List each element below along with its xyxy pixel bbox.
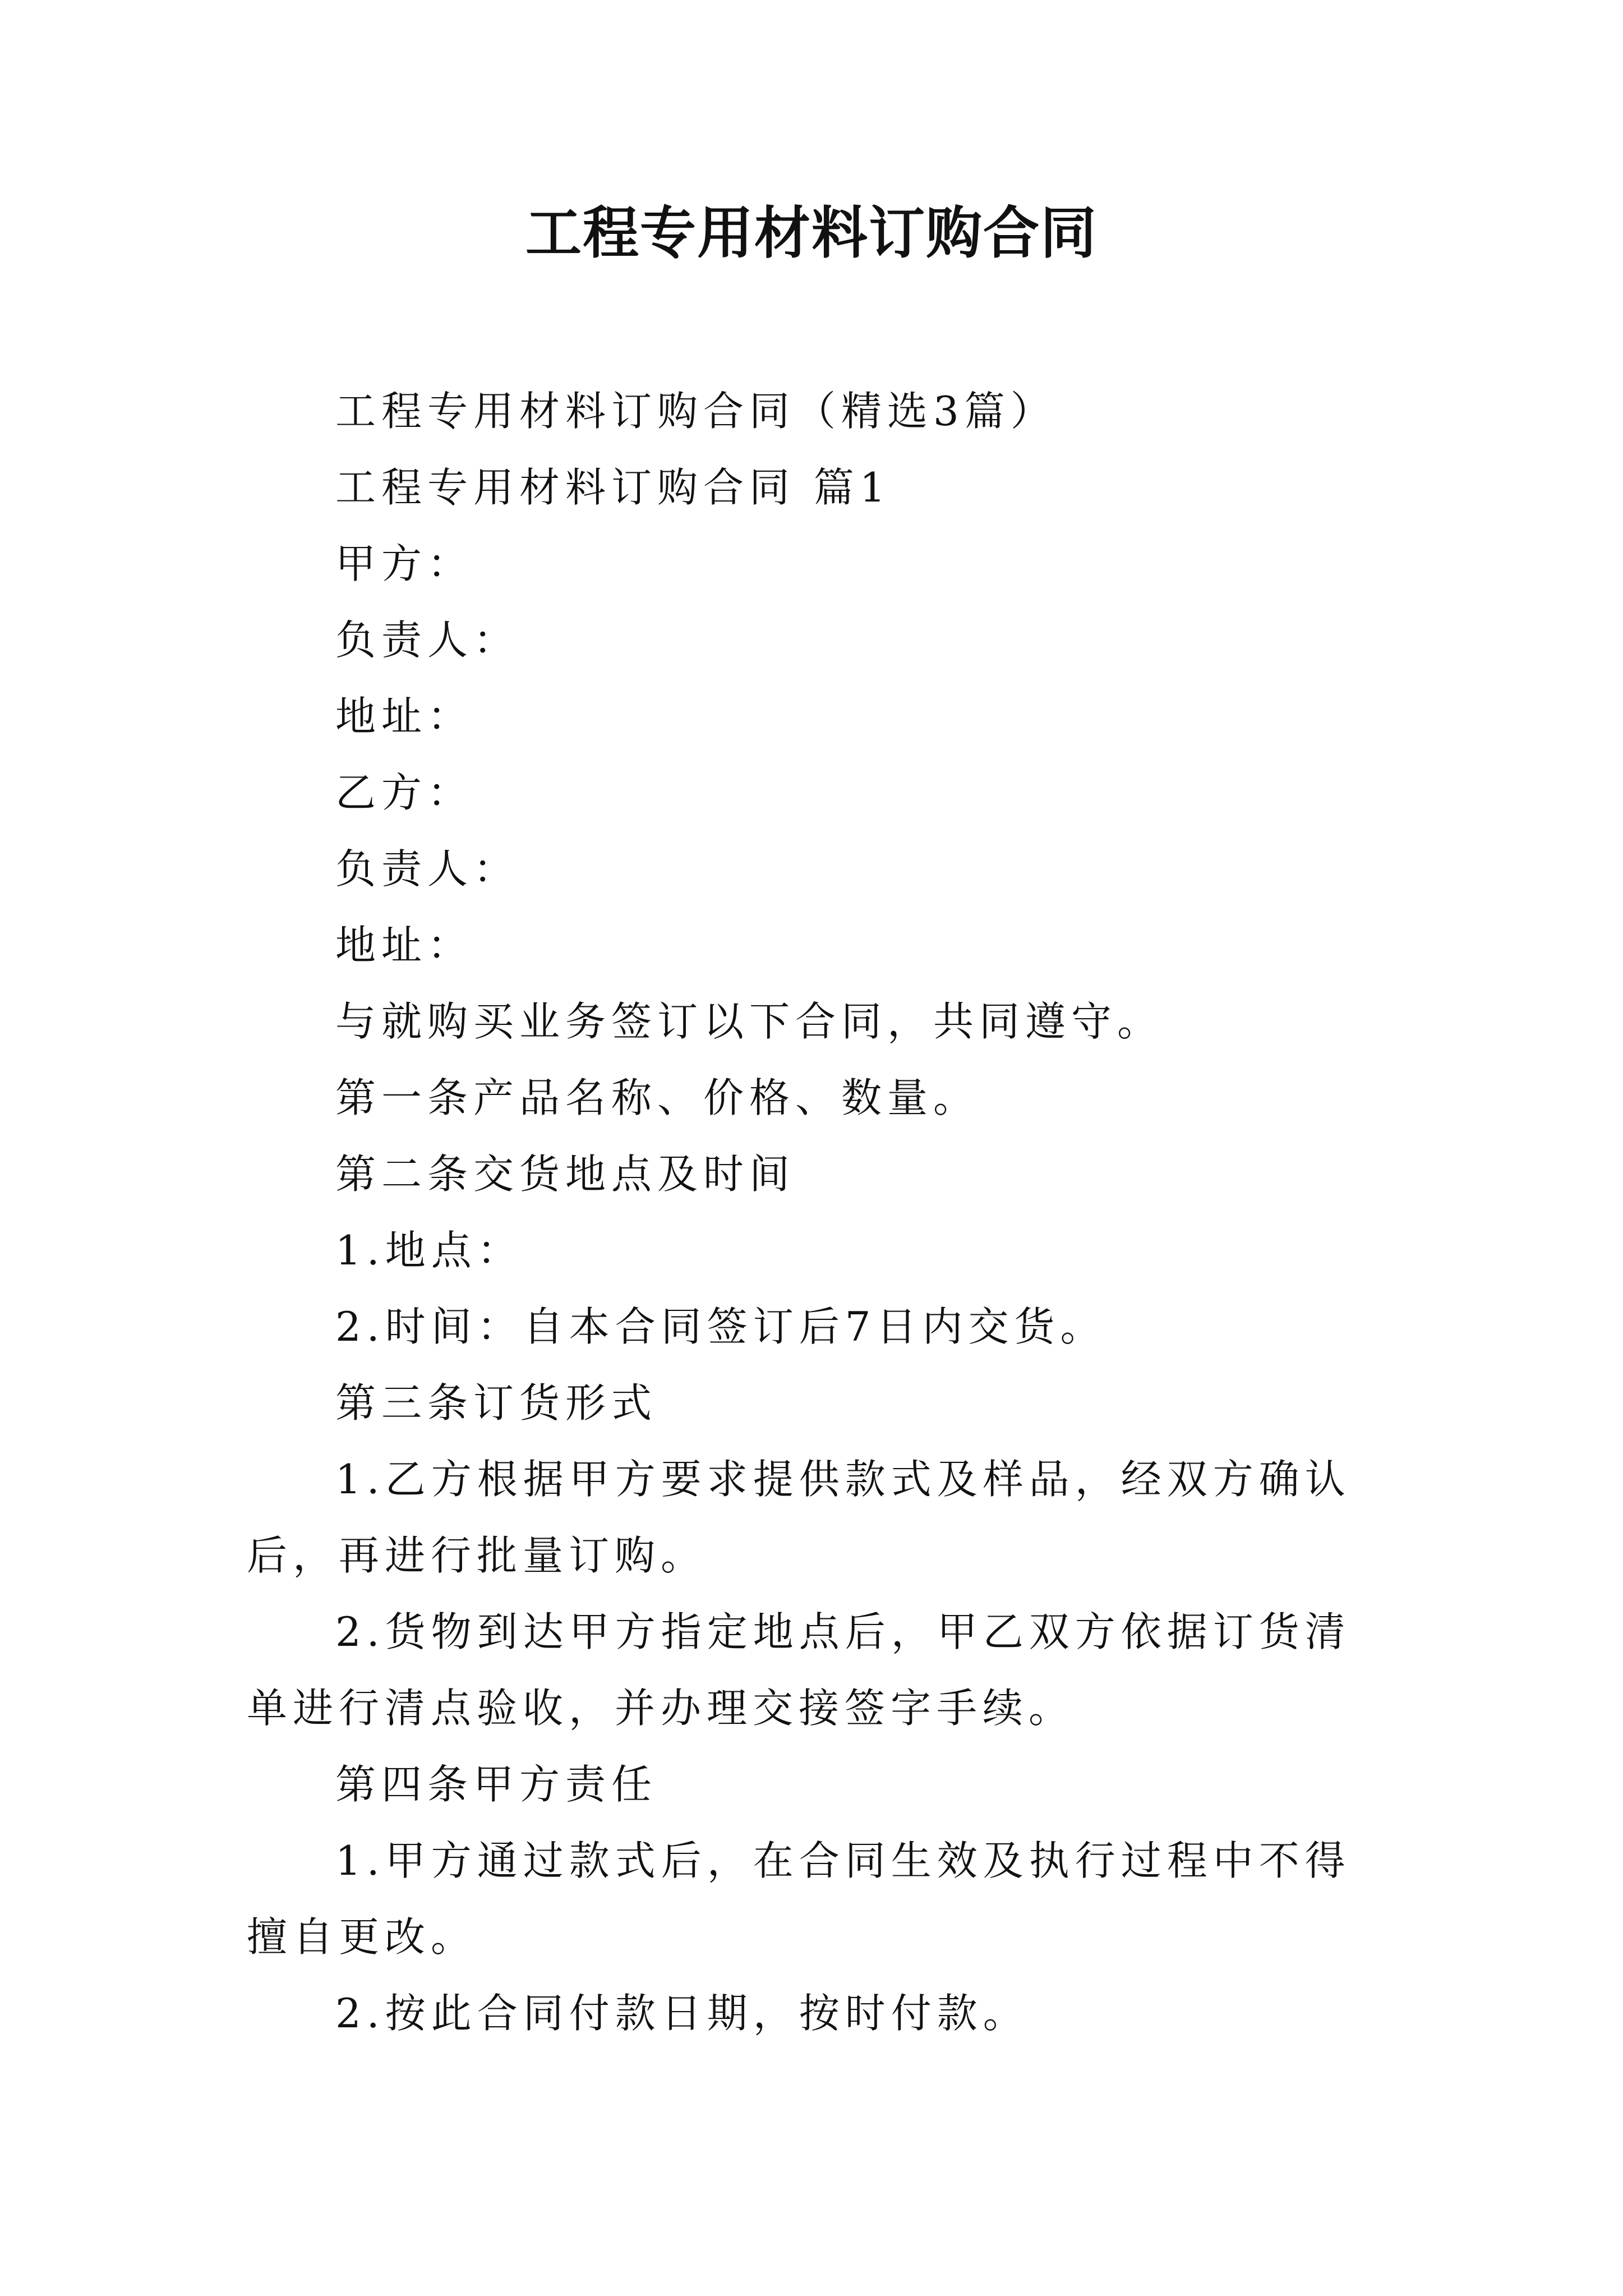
paragraph-article-4-item-2: 2.按此合同付款日期，按时付款。	[335, 1990, 1029, 2037]
paragraph-party-a-person: 负责人：	[335, 616, 520, 664]
paragraph-article-2: 第二条交货地点及时间	[335, 1151, 796, 1198]
paragraph-party-a-address: 地址：	[335, 693, 474, 740]
paragraph-article-2-item-1: 1.地点：	[335, 1227, 523, 1274]
paragraph-party-a: 甲方：	[335, 540, 474, 587]
paragraph-party-b: 乙方：	[335, 769, 474, 816]
paragraph-article-3-item-1: 1.乙方根据甲方要求提供款式及样品，经双方确认后，再进行批量订购。	[247, 1456, 1351, 1579]
document-body	[247, 373, 1383, 2051]
document-title: 工程专用材料订购合同	[525, 200, 1098, 266]
paragraph-article-4: 第四条甲方责任	[335, 1761, 658, 1808]
paragraph-article-1: 第一条产品名称、价格、数量。	[335, 1074, 980, 1121]
paragraph-article-3-item-2: 2.货物到达甲方指定地点后，甲乙双方依据订货清单进行清点验收，并办理交接签字手续。	[247, 1608, 1351, 1732]
paragraph-subtitle: 工程专用材料订购合同（精选3篇）	[335, 388, 1057, 435]
paragraph-article-2-item-2: 2.时间：自本合同签订后7日内交货。	[335, 1303, 1106, 1350]
paragraph-party-b-address: 地址：	[335, 922, 474, 969]
paragraph-intro: 与就购买业务签订以下合同，共同遵守。	[335, 998, 1164, 1045]
paragraph-article-4-item-1: 1.甲方通过款式后，在合同生效及执行过程中不得擅自更改。	[247, 1837, 1351, 1961]
paragraph-part-heading: 工程专用材料订购合同 篇1	[335, 464, 891, 511]
paragraph-article-3: 第三条订货形式	[335, 1379, 658, 1427]
paragraph-party-b-person: 负责人：	[335, 845, 520, 892]
